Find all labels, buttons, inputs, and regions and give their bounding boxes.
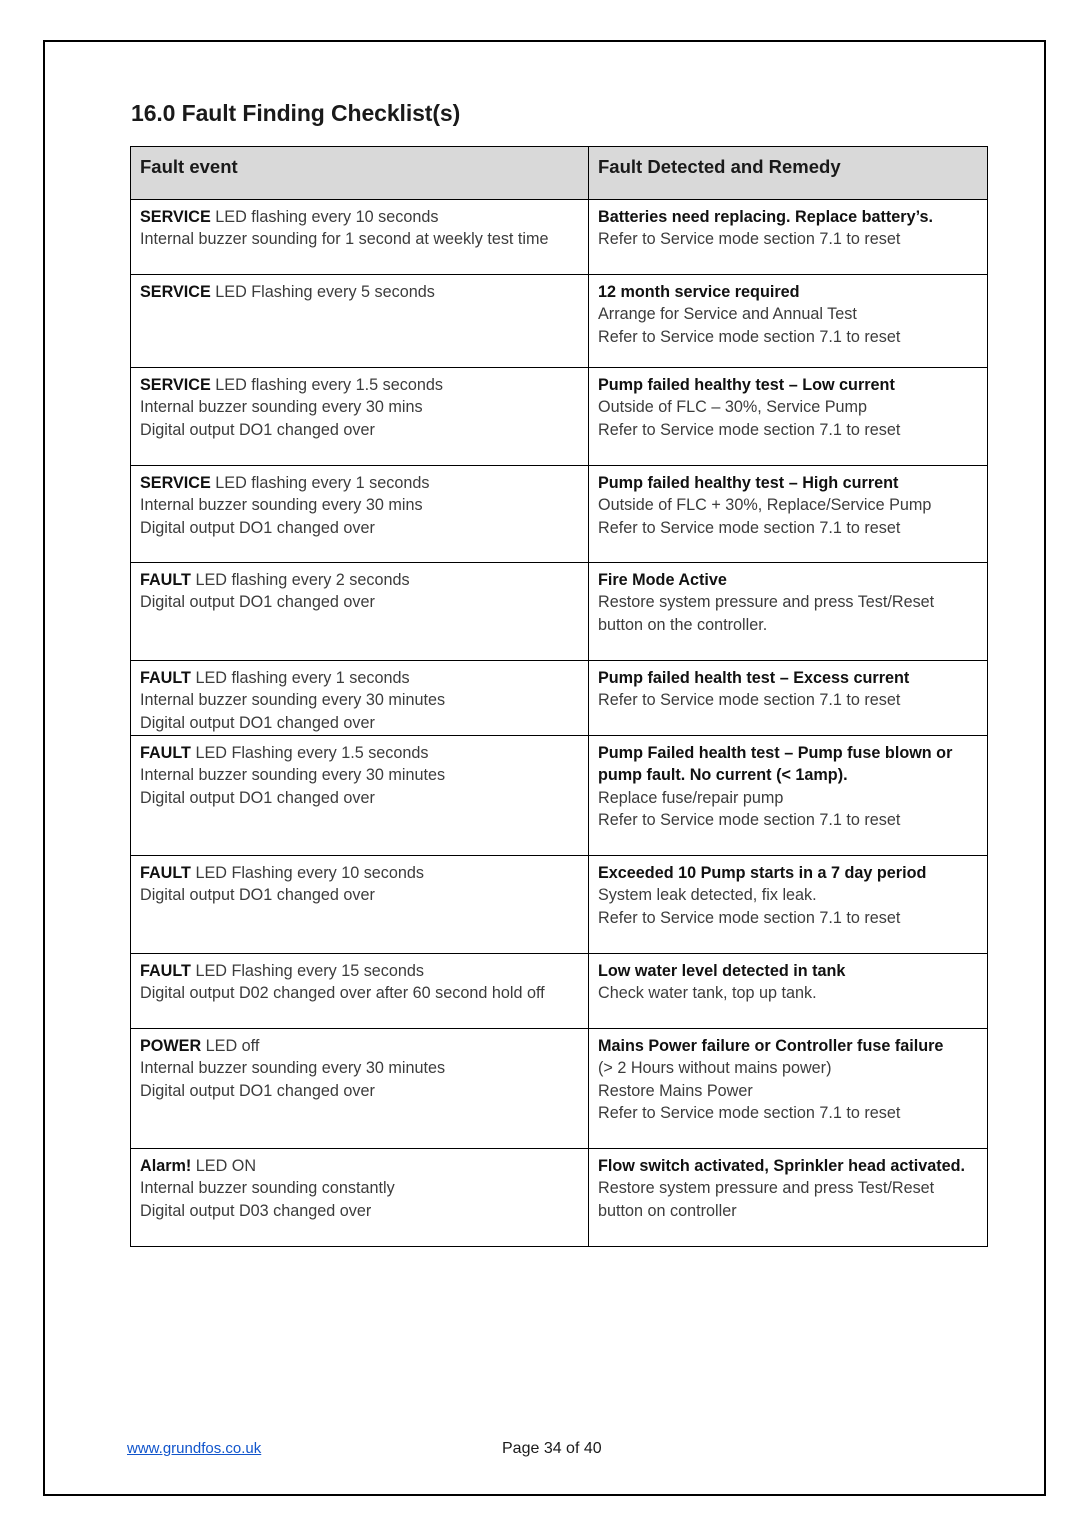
fault-remedy-cell [589, 563, 988, 661]
table-row [131, 954, 988, 1029]
fault-event-tag: SERVICE [140, 474, 211, 492]
fault-remedy-line: Restore system pressure and press Test/Reset [598, 1179, 935, 1198]
fault-event-tag: POWER [140, 1037, 202, 1055]
fault-remedy-line: Refer to Service mode section 7.1 to reset [598, 230, 901, 249]
fault-remedy-title: Flow switch activated, Sprinkler head activated. [598, 1157, 966, 1175]
fault-remedy-line: Refer to Service mode section 7.1 to reset [598, 691, 901, 710]
table-row [131, 466, 988, 563]
fault-remedy-cell [589, 954, 988, 1029]
fault-event-line: FAULT LED Flashing every 10 seconds [140, 864, 424, 882]
fault-event-line: SERVICE LED Flashing every 5 seconds [140, 283, 435, 301]
fault-event-line: Digital output DO1 changed over [140, 593, 375, 612]
fault-event-line: Digital output DO1 changed over [140, 518, 375, 537]
fault-event-line: SERVICE LED flashing every 1 seconds [140, 474, 430, 492]
table-row [131, 1029, 988, 1149]
fault-event-line: FAULT LED flashing every 1 seconds [140, 669, 410, 687]
fault-remedy-cell [589, 1029, 988, 1149]
fault-event-tag: FAULT [140, 744, 191, 762]
fault-event-cell [131, 563, 589, 661]
fault-remedy-line: Outside of FLC – 30%, Service Pump [598, 398, 868, 417]
fault-remedy-line: Outside of FLC + 30%, Replace/Service Pump [598, 496, 932, 515]
fault-remedy-line: button on controller [598, 1201, 737, 1220]
fault-event-line: Digital output DO1 changed over [140, 788, 375, 807]
fault-event-line: Internal buzzer sounding constantly [140, 1179, 395, 1198]
fault-event-line: FAULT LED Flashing every 15 seconds [140, 962, 424, 980]
column-header-label: Fault Detected and Remedy [598, 156, 841, 177]
fault-remedy-title: Pump failed healthy test – High current [598, 474, 899, 492]
fault-remedy-line: Refer to Service mode section 7.1 to reset [598, 420, 901, 439]
fault-remedy-line: Refer to Service mode section 7.1 to reset [598, 908, 901, 927]
fault-remedy-line: Arrange for Service and Annual Test [598, 305, 857, 324]
fault-event-line: Internal buzzer sounding every 30 minutes [140, 1059, 446, 1078]
fault-event-tag: SERVICE [140, 376, 211, 394]
column-header-fault-detected-remedy [589, 147, 988, 200]
fault-remedy-title: Low water level detected in tank [598, 962, 846, 980]
fault-event-line: Digital output DO1 changed over [140, 420, 375, 439]
fault-remedy-cell [589, 275, 988, 368]
fault-event-line: Internal buzzer sounding for 1 second at weekly test time [140, 230, 549, 249]
fault-event-cell [131, 200, 589, 275]
fault-event-cell [131, 466, 589, 563]
table-row [131, 368, 988, 466]
fault-event-line: Digital output D03 changed over [140, 1201, 372, 1220]
fault-event-cell [131, 1149, 589, 1247]
fault-event-line: FAULT LED Flashing every 1.5 seconds [140, 744, 429, 762]
fault-remedy-line: Refer to Service mode section 7.1 to reset [598, 327, 901, 346]
fault-remedy-title: Exceeded 10 Pump starts in a 7 day period [598, 864, 927, 882]
table-header-row [131, 147, 988, 200]
fault-event-cell [131, 661, 589, 736]
fault-remedy-title: Pump failed health test – Excess current [598, 669, 910, 687]
fault-event-line: POWER LED off [140, 1037, 260, 1055]
fault-remedy-line: Restore Mains Power [598, 1081, 753, 1100]
fault-event-cell [131, 856, 589, 954]
fault-remedy-line: Restore system pressure and press Test/Reset [598, 593, 935, 612]
fault-event-tag: FAULT [140, 571, 191, 589]
fault-event-tag: SERVICE [140, 283, 211, 301]
fault-remedy-line: Refer to Service mode section 7.1 to reset [598, 1103, 901, 1122]
page-title: 16.0 Fault Finding Checklist(s) [131, 100, 461, 126]
fault-event-line: Digital output D02 changed over after 60 second hold off [140, 984, 545, 1003]
fault-remedy-title: Fire Mode Active [598, 571, 727, 589]
footer-page-number: Page 34 of 40 [502, 1440, 602, 1457]
footer-website-link[interactable]: www.grundfos.co.uk [127, 1440, 262, 1457]
fault-remedy-cell [589, 661, 988, 736]
column-header-fault-event [131, 147, 589, 200]
fault-event-cell [131, 1029, 589, 1149]
fault-remedy-line: System leak detected, fix leak. [598, 886, 817, 905]
fault-event-cell [131, 954, 589, 1029]
fault-remedy-title: Pump failed healthy test – Low current [598, 376, 895, 394]
fault-event-line: Internal buzzer sounding every 30 mins [140, 496, 423, 515]
fault-remedy-cell [589, 1149, 988, 1247]
fault-remedy-line: button on the controller. [598, 615, 768, 634]
column-header-label: Fault event [140, 156, 238, 177]
fault-event-tag: FAULT [140, 669, 191, 687]
fault-event-cell [131, 368, 589, 466]
fault-event-line: Alarm! LED ON [140, 1157, 257, 1175]
fault-remedy-cell [589, 856, 988, 954]
fault-finding-table [130, 146, 988, 1247]
fault-event-cell [131, 275, 589, 368]
fault-event-tag: FAULT [140, 864, 191, 882]
fault-remedy-line: (> 2 Hours without mains power) [598, 1059, 832, 1078]
table-row [131, 563, 988, 661]
fault-event-line: Internal buzzer sounding every 30 minutes [140, 766, 446, 785]
table-row [131, 275, 988, 368]
fault-remedy-line: Replace fuse/repair pump [598, 788, 784, 807]
document-page [43, 40, 1046, 1496]
fault-remedy-title: Batteries need replacing. Replace battery’s. [598, 208, 933, 226]
fault-event-tag: Alarm! [140, 1157, 192, 1175]
fault-remedy-cell [589, 200, 988, 275]
fault-event-line: Digital output DO1 changed over [140, 886, 375, 905]
table-row [131, 736, 988, 856]
fault-event-line: Internal buzzer sounding every 30 mins [140, 398, 423, 417]
table-row [131, 200, 988, 275]
fault-remedy-title: 12 month service required [598, 283, 800, 301]
fault-remedy-title: pump fault. No current (< 1amp). [598, 766, 848, 785]
fault-event-line: Internal buzzer sounding every 30 minutes [140, 691, 446, 710]
fault-event-cell [131, 736, 589, 856]
fault-event-line: Digital output DO1 changed over [140, 1081, 375, 1100]
fault-remedy-title: Mains Power failure or Controller fuse failure [598, 1037, 944, 1055]
fault-remedy-line: Refer to Service mode section 7.1 to reset [598, 518, 901, 537]
fault-remedy-line: Refer to Service mode section 7.1 to reset [598, 810, 901, 829]
fault-remedy-cell [589, 736, 988, 856]
table-row [131, 1149, 988, 1247]
table-row [131, 856, 988, 954]
fault-event-tag: SERVICE [140, 208, 211, 226]
fault-remedy-line: Check water tank, top up tank. [598, 984, 817, 1003]
table-body [131, 200, 988, 1247]
fault-event-line: SERVICE LED flashing every 1.5 seconds [140, 376, 443, 394]
fault-event-tag: FAULT [140, 962, 191, 980]
fault-event-line: FAULT LED flashing every 2 seconds [140, 571, 410, 589]
fault-event-line: Digital output DO1 changed over [140, 713, 375, 732]
fault-remedy-cell [589, 368, 988, 466]
table-row [131, 661, 988, 736]
fault-event-line: SERVICE LED flashing every 10 seconds [140, 208, 439, 226]
fault-remedy-title: Pump Failed health test – Pump fuse blown or [598, 744, 953, 762]
fault-remedy-cell [589, 466, 988, 563]
